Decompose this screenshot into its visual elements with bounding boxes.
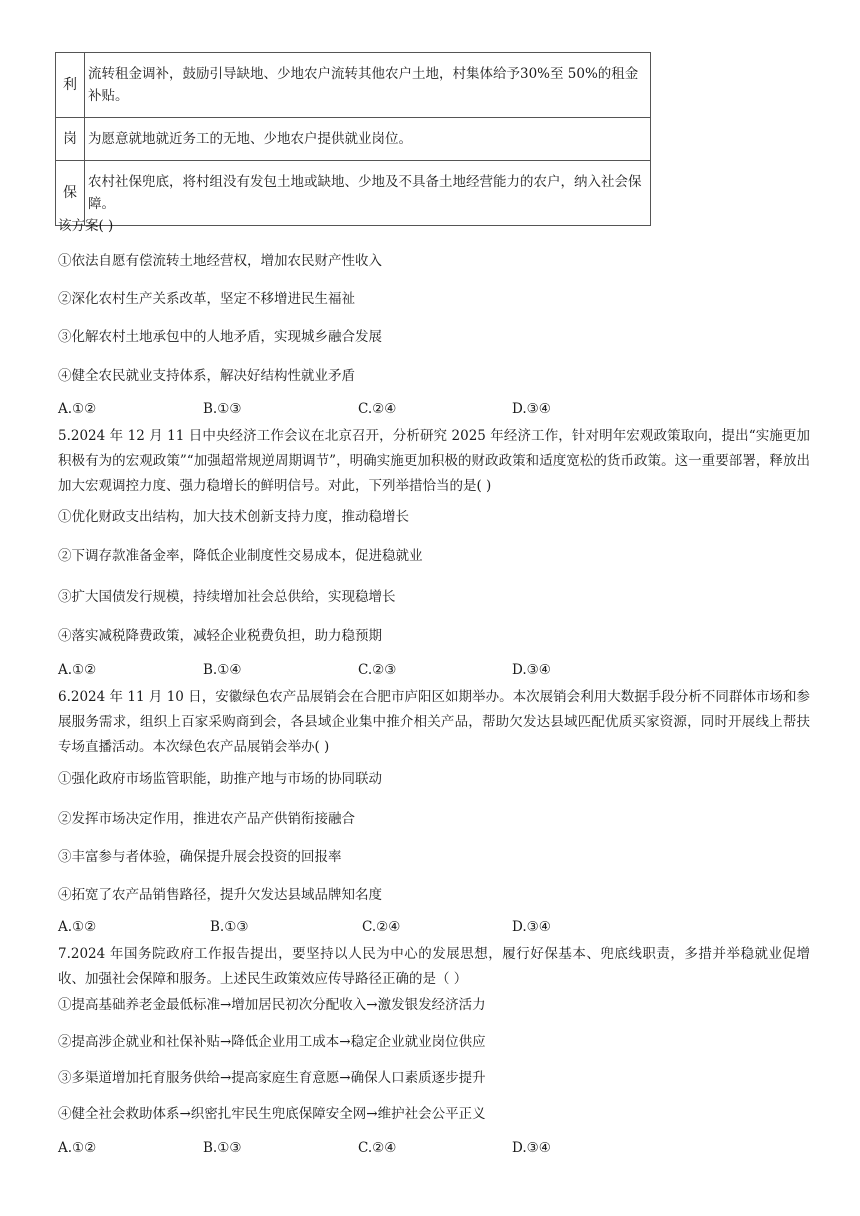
answer-option: C.②④ [358,1140,397,1156]
answer-option: B.①④ [203,662,242,678]
statement-item: ②下调存款准备金率，降低企业制度性交易成本，促进稳就业 [58,548,423,564]
statement-item: ③化解农村土地承包中的人地矛盾，实现城乡融合发展 [58,329,382,345]
table-row [56,118,651,161]
statement-item: ④拓宽了农产品销售路径，提升欠发达县域品牌知名度 [58,887,382,903]
answer-option: D.③④ [512,662,551,678]
question-stem: 5.2024 年 12 月 11 日中央经济工作会议在北京召开，分析研究 2025 年经济工作，针对明年宏观政策取向，提出“实施更加积极有为的宏观政策”“加强超常规逆周期调节”，明确实施更加积极的财政政策和适度宽松的货币政策。这一重要部署，释放出加大宏观调控力度、强力稳增长的鲜明信号。对此，下列举措恰当的是( ) [58,428,810,494]
statement-item: ④健全农民就业支持体系，解决好结构性就业矛盾 [58,368,355,384]
statement-item: ②提高涉企就业和社保补贴→降低企业用工成本→稳定企业就业岗位供应 [58,1034,486,1050]
answer-option: A.①② [58,401,97,417]
answer-option: D.③④ [512,919,551,935]
table-key: 保 [56,161,85,226]
statement-item: ②深化农村生产关系改革，坚定不移增进民生福祉 [58,291,355,307]
answer-option: B.①③ [210,919,249,935]
answer-option: A.①② [58,662,97,678]
table-row [56,161,651,226]
answer-option: A.①② [58,919,97,935]
answer-option: C.②④ [358,401,397,417]
statement-item: ④健全社会救助体系→织密扎牢民生兜底保障安全网→维护社会公平正义 [58,1106,486,1122]
table-key: 岗 [56,118,85,161]
question-stem: 7.2024 年国务院政府工作报告提出，要坚持以人民为中心的发展思想，履行好保基本、兜底线职责，多措并举稳就业促增收、加强社会保障和服务。上述民生政策效应传导路径正确的是（ ） [58,946,810,987]
statement-item: ①提高基础养老金最低标准→增加居民初次分配收入→激发银发经济活力 [58,997,486,1013]
statement-item: ③扩大国债发行规模，持续增加社会总供给，实现稳增长 [58,589,396,605]
table-row [56,53,651,118]
statement-item: ③多渠道增加托育服务供给→提高家庭生育意愿→确保人口素质逐步提升 [58,1070,486,1086]
table-value: 农村社保兜底，将村组没有发包土地或缺地、少地及不具备土地经营能力的农户，纳入社会保障。 [85,161,651,226]
statement-item: ③丰富参与者体验，确保提升展会投资的回报率 [58,849,342,865]
question-stem: 该方案( ) [58,218,114,234]
question-stem: 6.2024 年 11 月 10 日，安徽绿色农产品展销会在合肥市庐阳区如期举办。本次展销会利用大数据手段分析不同群体市场和参展服务需求，组织上百家采购商到会，各县域企业集中推介相关产品，帮助欠发达县域匹配优质买家资源，同时开展线上帮扶专场直播活动。本次绿色农产品展销会举办( ) [58,689,810,755]
answer-option: D.③④ [512,1140,551,1156]
policy-table [55,52,651,226]
answer-option: C.②③ [358,662,397,678]
answer-option: B.①③ [203,1140,242,1156]
statement-item: ②发挥市场决定作用，推进农产品产供销衔接融合 [58,811,355,827]
answer-option: D.③④ [512,401,551,417]
statement-item: ①强化政府市场监管职能，助推产地与市场的协同联动 [58,771,382,787]
table-value: 流转租金调补，鼓励引导缺地、少地农户流转其他农户土地，村集体给予30%至 50%的租金补贴。 [85,53,651,118]
answer-option: A.①② [58,1140,97,1156]
answer-option: B.①③ [203,401,242,417]
statement-item: ④落实减税降费政策，减轻企业税费负担，助力稳预期 [58,628,382,644]
statement-item: ①优化财政支出结构，加大技术创新支持力度，推动稳增长 [58,509,409,525]
answer-option: C.②④ [362,919,401,935]
statement-item: ①依法自愿有偿流转土地经营权，增加农民财产性收入 [58,253,382,269]
table-value: 为愿意就地就近务工的无地、少地农户提供就业岗位。 [85,118,651,161]
table-key: 利 [56,53,85,118]
